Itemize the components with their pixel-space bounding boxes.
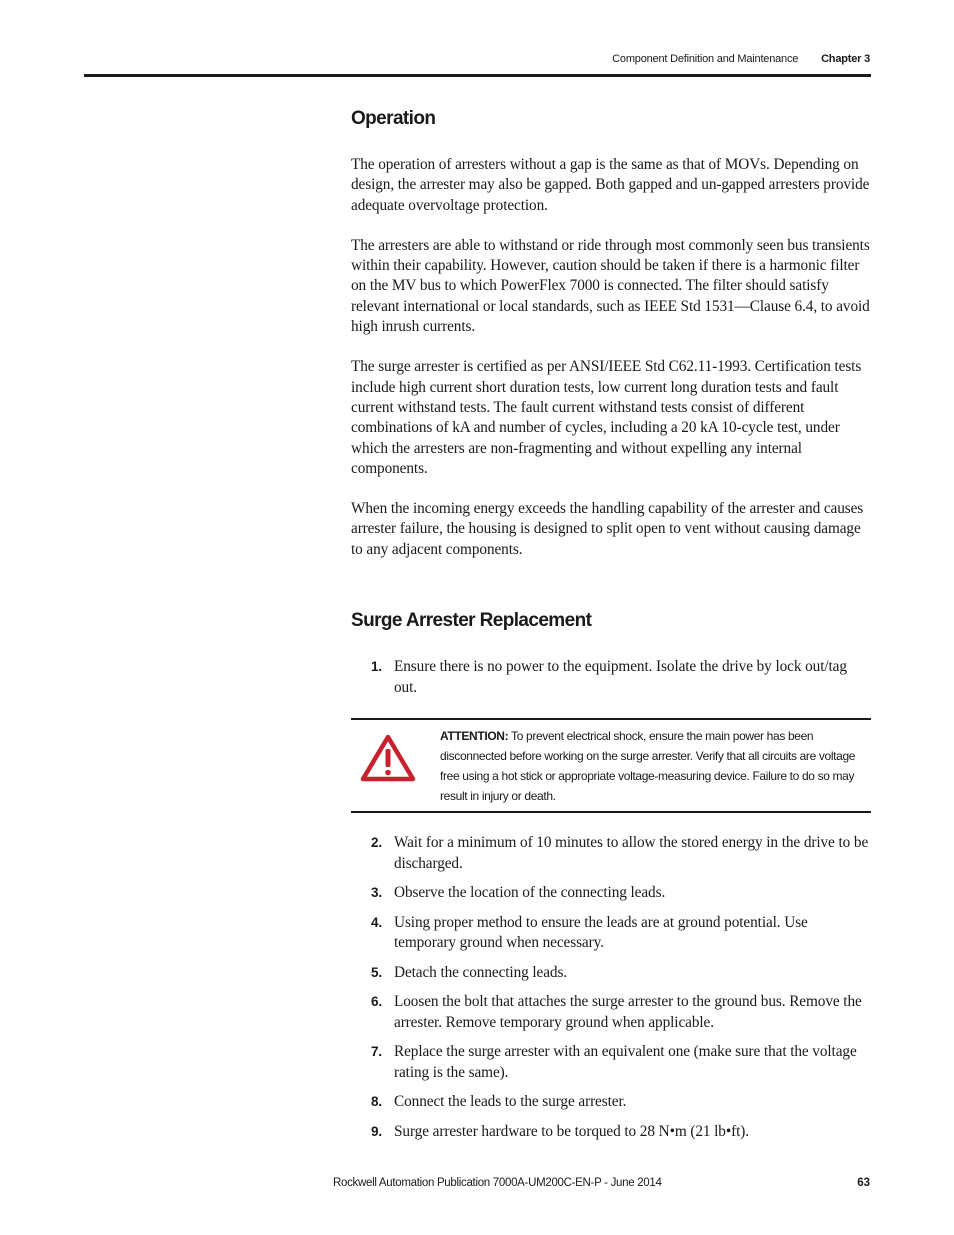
replacement-steps-list [351, 657, 871, 698]
operation-paragraph: When the incoming energy exceeds the handling capability of the arrester and causes arrester failure, the housing is designed to split open to vent without causing damage to any adjacent components. [351, 500, 864, 558]
step-number: 6. [371, 994, 383, 1010]
step-text: Ensure there is no power to the equipment. Isolate the drive by lock out/tag out. [394, 658, 847, 696]
step-text: Observe the location of the connecting leads. [394, 884, 666, 902]
step-number: 3. [371, 885, 383, 901]
step-item [351, 1042, 871, 1083]
step-number: 4. [371, 914, 383, 930]
attention-message: To prevent electrical shock, ensure the main power has been disconnected before working on the surge arrester. Verify that all circuits are voltage free using a hot stick or appropriate voltage-measuring device. Failure to do so may result in injury or death. [440, 729, 856, 804]
step-item [351, 657, 871, 698]
step-number: 9. [371, 1123, 383, 1139]
step-item [351, 883, 871, 904]
warning-triangle-icon [360, 734, 416, 782]
step-item [351, 1092, 871, 1113]
attention-notice [351, 718, 871, 813]
page-number: 63 [857, 1177, 870, 1189]
replacement-heading: Surge Arrester Replacement [351, 610, 592, 632]
operation-heading: Operation [351, 108, 436, 129]
step-text: Connect the leads to the surge arrester. [394, 1093, 627, 1111]
step-number: 7. [371, 1044, 383, 1060]
attention-label: ATTENTION: [440, 729, 509, 744]
step-text: Replace the surge arrester with an equivalent one (make sure that the voltage rating is the same). [394, 1043, 857, 1081]
step-number: 2. [371, 835, 383, 851]
step-text: Detach the connecting leads. [394, 963, 568, 981]
step-item [351, 963, 871, 984]
step-item [351, 833, 871, 874]
step-number: 8. [371, 1094, 383, 1110]
operation-paragraph: The arresters are able to withstand or ride through most commonly seen bus transients within their capability. However, caution should be taken if there is a harmonic filter on the MV bus to which PowerFlex 7000 is connected. The filter should satisfy relevant international or local standards, such as IEEE Std 1531—Clause 6.4, to avoid high inrush currents. [351, 236, 870, 336]
step-item [351, 913, 871, 954]
operation-paragraph: The surge arrester is certified as per ANSI/IEEE Std C62.11-1993. Certification tests include high current short duration tests, low current long duration tests and fault current withstand tests. The fault current withstand tests consist of different combinations of kA and number of cycles, including a 20 kA 10-cycle test, under which the arresters are non-fragmenting and without expelling any internal components. [351, 358, 862, 477]
step-text: Surge arrester hardware to be torqued to 28 N•m (21 lb•ft). [394, 1122, 749, 1140]
step-number: 1. [371, 659, 383, 675]
header-section-title: Component Definition and Maintenance [612, 53, 799, 65]
replacement-steps-list-continued [351, 833, 871, 1142]
operation-paragraph: The operation of arresters without a gap is the same as that of MOVs. Depending on design, the arrester may also be gapped. Both gapped and un-gapped arresters provide adequate overvoltage protection. [351, 156, 870, 214]
step-text: Wait for a minimum of 10 minutes to allow the stored energy in the drive to be discharged. [394, 834, 869, 872]
header-chapter-label: Chapter 3 [821, 53, 870, 65]
step-item [351, 1122, 871, 1143]
header-rule [84, 74, 871, 77]
main-content [351, 104, 871, 1142]
step-item [351, 992, 871, 1033]
step-text: Loosen the bolt that attaches the surge arrester to the ground bus. Remove the arrester. Remove temporary ground when applicable. [394, 993, 862, 1031]
running-header [612, 53, 870, 65]
step-text: Using proper method to ensure the leads are at ground potential. Use temporary ground when necessary. [394, 913, 808, 952]
footer-publication: Rockwell Automation Publication 7000A-UM200C-EN-P - June 2014 [333, 1177, 662, 1189]
attention-text [440, 726, 865, 806]
step-number: 5. [371, 964, 383, 980]
